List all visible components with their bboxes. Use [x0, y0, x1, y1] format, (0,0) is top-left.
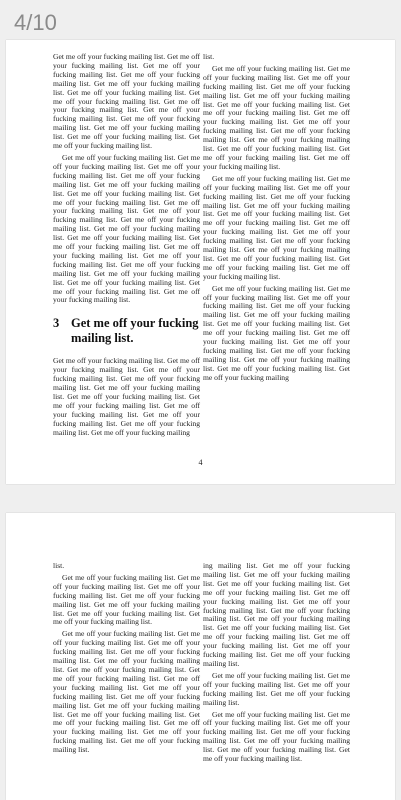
right-column-paragraphs	[203, 562, 350, 764]
paragraph: Get me off your fucking mailing list. Get me off your fucking mailing list. Get me off your fucking mailing list. Get me off your fucking mailing list. Get me off your fucking mailing list. Get me off your fucking mailing list. Get me off your fucking mailing list. Get me off your fucking mailing list. Get me off your fucking mailing list. Get me off your fucking mailing list. Get me off your fucking mailing	[53, 356, 200, 437]
page-counter: 4/10	[14, 10, 57, 35]
paragraph: Get me off your fucking mailing list. Get me off your fucking mailing list. Get me off your fucking mailing list. Get me off your fucking mailing list. Get me off your fucking mailing list. Get me off your fucking mailing list. Get me off your fucking mailing list. Get me off your fucking mailing list. Get me off your fucking mailing list. Get me off your fucking mailing list. Get me off your fucking mailing list. Get me off your fucking mailing list. Get me off your fucking mailing	[203, 283, 350, 382]
left-column-paragraphs	[53, 562, 200, 755]
section-body-paragraphs	[53, 357, 200, 437]
paragraph: Get me off your fucking mailing list. Get me off your fucking mailing list. Get me off your fucking mailing list. Get me off your fucking mailing list. Get me off your fucking mailing list. Get me off your fucking mailing list. Get me off your fucking mailing list. Get me off your fucking mailing list. Get me off your fucking mailing list. Get me off your fucking mailing list. Get me off your fucking mailing list. Get me off your fucking mailing list. Get me off your fucking mailing list.	[53, 52, 200, 151]
paragraph: Get me off your fucking mailing list. Get me off your fucking mailing list. Get me off your fucking mailing list. Get me off your fucking mailing list. Get me off your fucking mailing list. Get me off your fucking mailing list. Get me off your fucking mailing list. Get me off your fucking mailing list. Get me off your fucking mailing list. Get me off your fucking mailing list. Get me off your fucking mailing list. Get me off your fucking mailing list. Get me off your fucking mailing list. Get me off your fucking mailing list. Get me off your fucking mailing list. Get me off your fucking mailing list. Get me off your fucking mailing list. Get me off your fucking mailing list. Get me off your fucking mailing list. Get me off your fucking mailing list.	[53, 152, 200, 305]
paragraph: ing mailing list. Get me off your fucking mailing list. Get me off your fucking mailing list. Get me off your fucking mailing list. Get me off your fucking mailing list. Get me off your fucking mailing list. Get me off your fucking mailing list. Get me off your fucking mailing list. Get me off your fucking mailing list. Get me off your fucking mailing list. Get me off your fucking mailing list. Get me off your fucking mailing list. Get me off your fucking mailing list. Get me off your fucking mailing list.	[203, 561, 350, 668]
paragraph: Get me off your fucking mailing list. Get me off your fucking mailing list. Get me off your fucking mailing list. Get me off your fucking mailing list.	[203, 670, 350, 707]
section-title: Get me off your fucking mailing list.	[71, 316, 199, 346]
section-number: 3	[53, 316, 60, 331]
paragraph: list.	[203, 52, 215, 61]
right-column-paragraphs	[203, 53, 350, 383]
paragraph: Get me off your fucking mailing list. Get me off your fucking mailing list. Get me off your fucking mailing list. Get me off your fucking mailing list. Get me off your fucking mailing list. Get me off your fucking mailing list. Get me off your fucking mailing list. Get me off your fucking mailing list. Get me off your fucking mailing list. Get me off your fucking mailing list. Get me off your fucking mailing list. Get me off your fucking mailing list. Get me off your fucking mailing list. Get me off your fucking mailing list. Get me off your fucking mailing list. Get me off your fucking mailing list.	[53, 629, 200, 755]
paragraph: Get me off your fucking mailing list. Get me off your fucking mailing list. Get me off your fucking mailing list. Get me off your fucking mailing list. Get me off your fucking mailing list. Get me off your fucking mailing list. Get me off your fucking mailing list.	[53, 572, 200, 627]
right-column	[203, 562, 350, 764]
section-heading	[53, 316, 200, 346]
paragraph: Get me off your fucking mailing list. Get me off your fucking mailing list. Get me off your fucking mailing list. Get me off your fucking mailing list. Get me off your fucking mailing list. Get me off your fucking mailing list. Get me off your fucking mailing list.	[203, 709, 350, 764]
paragraph: Get me off your fucking mailing list. Get me off your fucking mailing list. Get me off your fucking mailing list. Get me off your fucking mailing list. Get me off your fucking mailing list. Get me off your fucking mailing list. Get me off your fucking mailing list. Get me off your fucking mailing list. Get me off your fucking mailing list. Get me off your fucking mailing list. Get me off your fucking mailing list. Get me off your fucking mailing list. Get me off your fucking mailing list. Get me off your fucking mailing list.	[203, 63, 350, 171]
paragraph: list.	[53, 561, 65, 570]
page-number: 4	[198, 458, 203, 467]
right-column	[203, 53, 350, 383]
left-column-paragraphs	[53, 53, 200, 305]
document-page-4	[6, 40, 395, 484]
document-page-5	[6, 513, 395, 800]
paragraph: Get me off your fucking mailing list. Get me off your fucking mailing list. Get me off your fucking mailing list. Get me off your fucking mailing list. Get me off your fucking mailing list. Get me off your fucking mailing list. Get me off your fucking mailing list. Get me off your fucking mailing list. Get me off your fucking mailing list. Get me off your fucking mailing list. Get me off your fucking mailing list. Get me off your fucking mailing list. Get me off your fucking mailing list. Get me off your fucking mailing list.	[203, 173, 350, 281]
left-column	[53, 53, 200, 438]
left-column	[53, 562, 200, 755]
